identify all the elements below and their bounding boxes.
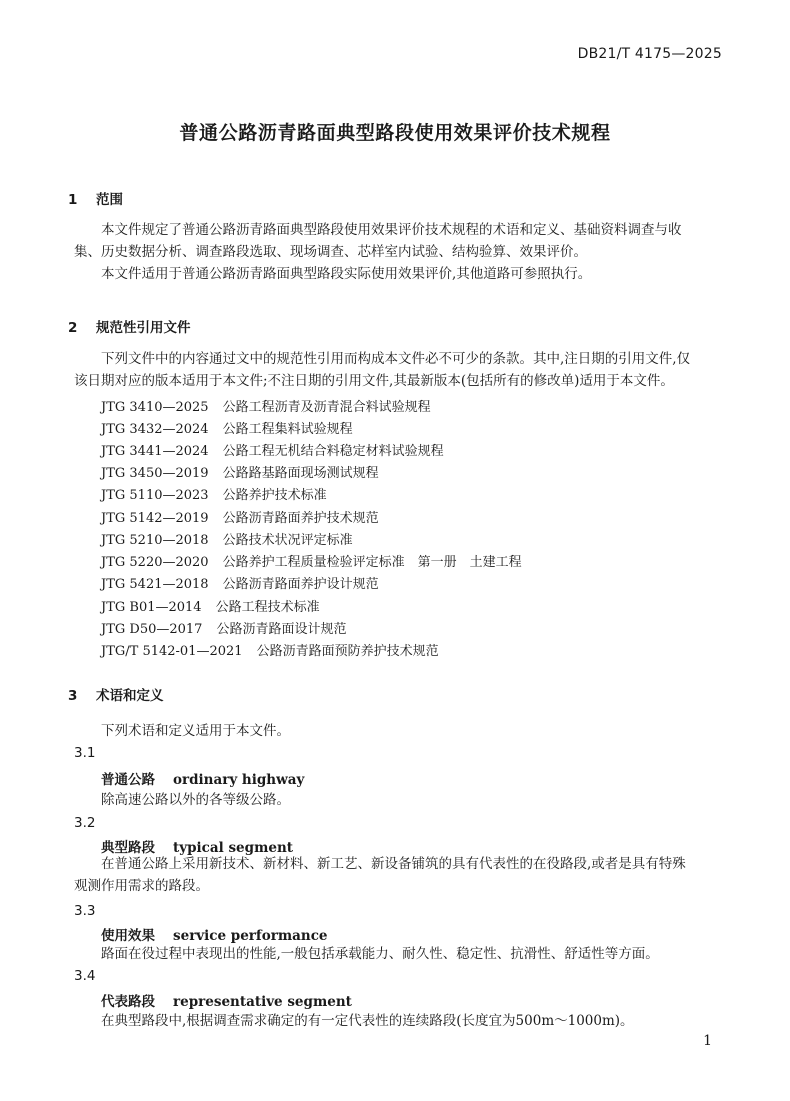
section-1-number: 1 <box>68 192 78 208</box>
clause-number: 3.4 <box>74 968 96 984</box>
section-3-intro: 下列术语和定义适用于本文件。 <box>101 723 290 739</box>
reference-title: 公路沥青路面养护技术规范 <box>222 511 379 526</box>
reference-code: JTG 5110—2023 <box>101 488 209 503</box>
reference-code: JTG B01—2014 <box>101 600 202 615</box>
term-zh: 普通公路 <box>101 772 155 788</box>
clause-number: 3.1 <box>74 745 96 761</box>
clause-number: 3.3 <box>74 903 96 919</box>
section-1-paragraph-1: 本文件规定了普通公路沥青路面典型路段使用效果评价技术规程的术语和定义、基础资料调查与收集、历史数据分析、调查路段选取、现场调查、芯样室内试验、结构验算、效果评价。 <box>74 222 682 260</box>
section-2-title: 规范性引用文件 <box>96 320 191 336</box>
reference-title: 公路沥青路面设计规范 <box>216 622 347 637</box>
term-definition: 路面在役过程中表现出的性能,一般包括承载能力、耐久性、稳定性、抗滑性、舒适性等方面。 <box>101 946 659 962</box>
section-3-heading <box>68 684 164 704</box>
term-heading <box>101 990 352 1010</box>
reference-item <box>101 507 379 526</box>
term-en: ordinary highway <box>173 772 305 788</box>
reference-item <box>101 462 379 481</box>
reference-code: JTG 5220—2020 <box>101 555 209 570</box>
section-1-heading <box>68 188 123 208</box>
reference-item <box>101 573 379 592</box>
term-en: typical segment <box>173 840 293 856</box>
term-definition: 在典型路段中,根据调查需求确定的有一定代表性的连续路段(长度宜为500m～1000m)。 <box>101 1013 634 1029</box>
reference-item <box>101 596 320 615</box>
reference-title: 公路沥青路面预防养护技术规范 <box>256 644 439 659</box>
reference-title: 公路工程集料试验规程 <box>222 422 353 437</box>
reference-title: 公路沥青路面养护设计规范 <box>222 577 379 592</box>
section-3-number: 3 <box>68 688 78 704</box>
page-number: 1 <box>703 1033 712 1049</box>
term-definition: 在普通公路上采用新技术、新材料、新工艺、新设备铺筑的具有代表性的在役路段,或者是具有特殊观测作用需求的路段。 <box>74 856 686 894</box>
reference-title: 公路养护技术标准 <box>222 488 327 503</box>
standard-number: DB21/T 4175—2025 <box>577 46 722 62</box>
reference-code: JTG 3450—2019 <box>101 466 209 481</box>
reference-code: JTG D50—2017 <box>101 622 203 637</box>
section-1-paragraph-2: 本文件适用于普通公路沥青路面典型路段实际使用效果评价,其他道路可参照执行。 <box>101 266 592 282</box>
section-1-title: 范围 <box>96 192 123 208</box>
reference-code: JTG 5421—2018 <box>101 577 209 592</box>
section-2-heading <box>68 316 191 336</box>
reference-title: 公路养护工程质量检验评定标准 第一册 土建工程 <box>222 555 522 570</box>
reference-item <box>101 418 353 437</box>
reference-item <box>101 396 431 415</box>
reference-title: 公路工程技术标准 <box>215 600 320 615</box>
section-2-number: 2 <box>68 320 78 336</box>
term-zh: 典型路段 <box>101 840 155 856</box>
reference-code: JTG 5210—2018 <box>101 533 209 548</box>
clause-number: 3.2 <box>74 815 96 831</box>
term-en: representative segment <box>173 994 352 1010</box>
reference-title: 公路路基路面现场测试规程 <box>222 466 379 481</box>
reference-item <box>101 440 444 459</box>
reference-code: JTG 3432—2024 <box>101 422 209 437</box>
reference-title: 公路工程沥青及沥青混合料试验规程 <box>222 400 431 415</box>
term-en: service performance <box>173 928 328 944</box>
section-2-intro: 下列文件中的内容通过文中的规范性引用而构成本文件必不可少的条款。其中,注日期的引用文件,仅该日期对应的版本适用于本文件;不注日期的引用文件,其最新版本(包括所有的修改单)适用于本文件。 <box>74 351 691 389</box>
reference-code: JTG/T 5142-01—2021 <box>101 644 243 659</box>
reference-item <box>101 529 353 548</box>
term-heading <box>101 768 304 788</box>
section-3-title: 术语和定义 <box>96 688 164 704</box>
reference-item <box>101 484 327 503</box>
reference-item <box>101 551 522 570</box>
term-zh: 使用效果 <box>101 928 155 944</box>
term-zh: 代表路段 <box>101 994 155 1010</box>
document-title: 普通公路沥青路面典型路段使用效果评价技术规程 <box>179 122 611 144</box>
reference-code: JTG 3410—2025 <box>101 400 209 415</box>
term-heading <box>101 924 328 944</box>
reference-code: JTG 5142—2019 <box>101 511 209 526</box>
reference-title: 公路工程无机结合料稳定材料试验规程 <box>222 444 444 459</box>
reference-code: JTG 3441—2024 <box>101 444 209 459</box>
reference-title: 公路技术状况评定标准 <box>222 533 353 548</box>
reference-item <box>101 640 439 659</box>
reference-item <box>101 618 346 637</box>
term-definition: 除高速公路以外的各等级公路。 <box>101 792 290 808</box>
